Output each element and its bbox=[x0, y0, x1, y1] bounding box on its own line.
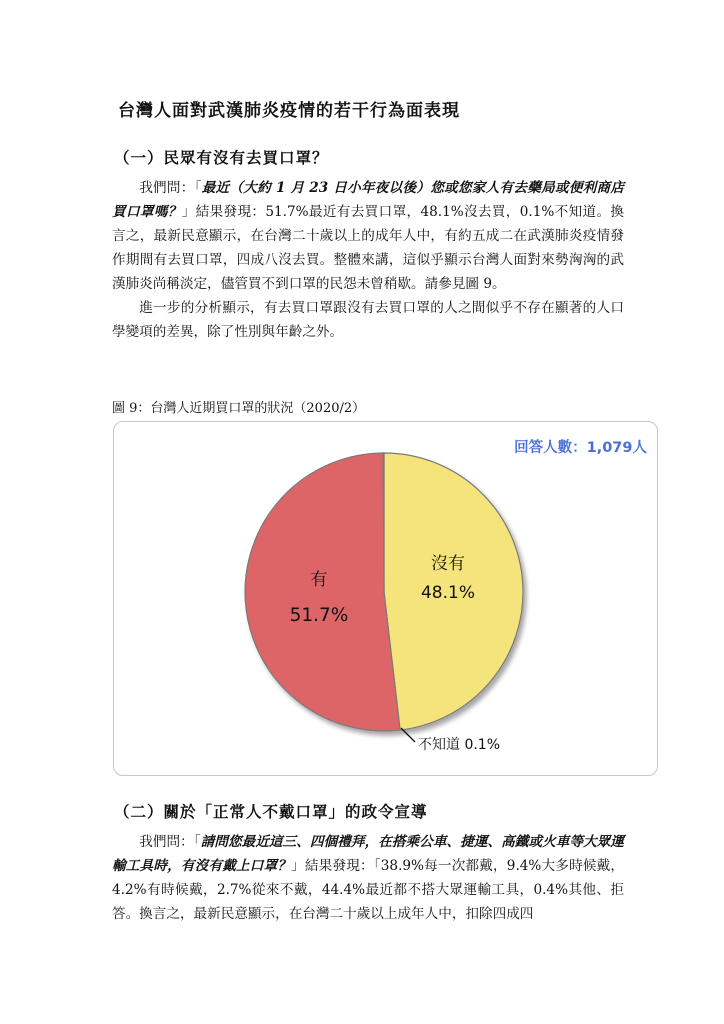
section1-body bbox=[112, 176, 624, 344]
section2-body bbox=[112, 830, 624, 926]
section1-paragraph-1 bbox=[112, 176, 624, 296]
quote-open-2: 我們問：「 bbox=[139, 834, 201, 850]
respondents-count: 回答人數：1,079人 bbox=[514, 440, 647, 456]
pie-chart bbox=[114, 422, 658, 776]
pie-slice-yes bbox=[245, 453, 400, 731]
survey-result-2: 」結果發現：「38.9%每一次都戴，9.4%大多時候戴，4.2%有時候戴，2.7%從來不戴，44.4%最近都不搭大眾運輸工具，0.4%其他、拒答。換言之，最新民意顯示，在台灣二十歲以上成年人中，扣除四成四 bbox=[112, 858, 625, 922]
survey-question-2: 請問您最近這三、四個禮拜，在搭乘公車、捷運、高鐵或火車等大眾運輸工具時，有沒有戴上口罩？ bbox=[112, 834, 625, 874]
quote-open: 我們問：「 bbox=[139, 180, 202, 196]
slice-label-unknown: 不知道 0.1% bbox=[418, 737, 501, 753]
slice-label-no: 沒有 bbox=[431, 554, 465, 574]
slice-value-no: 48.1% bbox=[420, 583, 476, 603]
survey-result-1: 」結果發現：51.7%最近有去買口罩，48.1%沒去買，0.1%不知道。換言之，最新民意顯示，在台灣二十歲以上的成年人中，有約五成二在武漢肺炎疫情發作期間有去買口罩，四成八沒去買。整體來講，這似乎顯示台灣人面對來勢洶洶的武漢肺炎尚稱淡定，儘管買不到口罩的民怨未曾稍歇。請參見圖 9。 bbox=[112, 204, 625, 292]
page-title: 台灣人面對武漢肺炎疫情的若干行為面表現 bbox=[118, 101, 460, 121]
section1-paragraph-2: 進一步的分析顯示，有去買口罩跟沒有去買口罩的人之間似乎不存在顯著的人口學變項的差異，除了性別與年齡之外。 bbox=[112, 300, 624, 340]
pie-chart-panel bbox=[113, 421, 658, 776]
slice-label-yes: 有 bbox=[310, 570, 328, 590]
slice-value-yes: 51.7% bbox=[289, 605, 349, 626]
section1-heading: （一）民眾有沒有去買口罩？ bbox=[114, 148, 329, 167]
unknown-leader-line bbox=[401, 728, 415, 742]
section2-heading: （二）關於「正常人不戴口罩」的政令宣導 bbox=[114, 802, 428, 821]
section2-paragraph-1 bbox=[112, 830, 624, 926]
survey-question-1: 最近（大約 1 月 23 日小年夜以後）您或您家人有去藥局或便利商店買口罩嗎？ bbox=[112, 180, 624, 220]
figure-caption: 圖 9：台灣人近期買口罩的狀況（2020/2） bbox=[112, 401, 366, 416]
